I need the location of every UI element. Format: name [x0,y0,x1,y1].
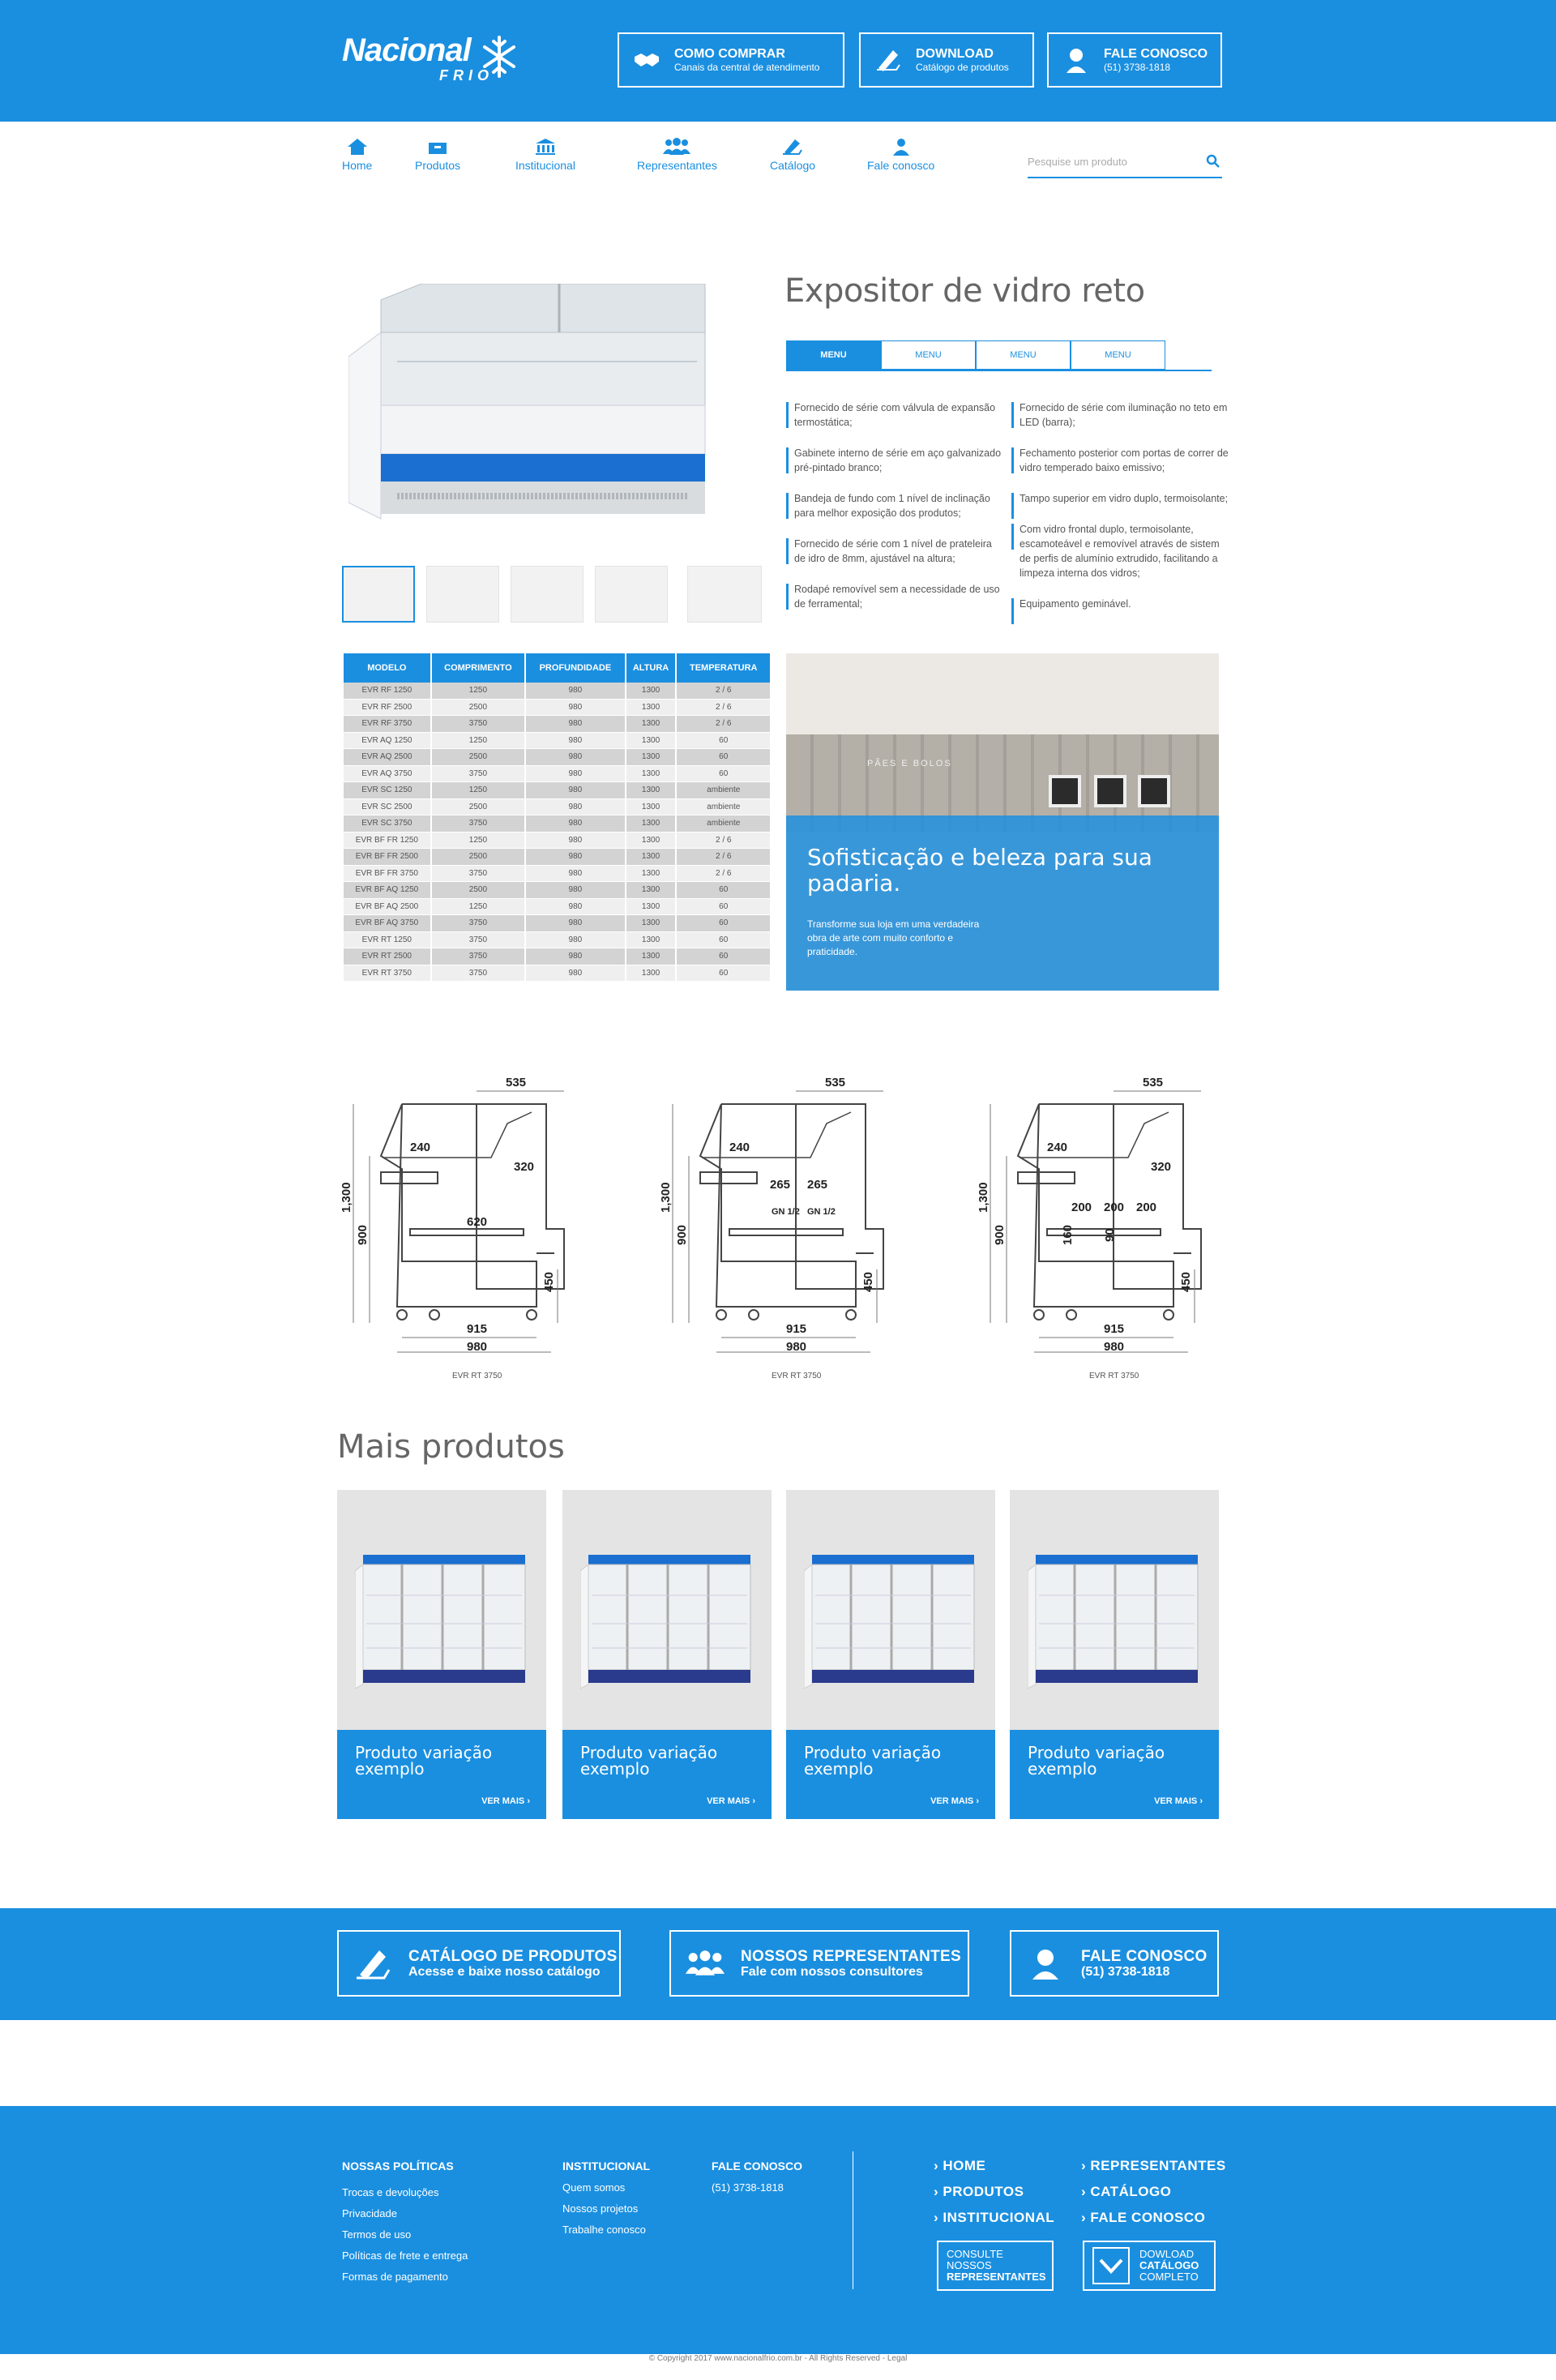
table-cell: 980 [526,866,624,883]
snowflake-icon [481,34,517,79]
headset-icon [1026,1944,1065,1983]
footer-link[interactable]: Nossos projetos [562,2202,639,2215]
dimension-label: 240 [729,1141,750,1154]
promo-title: Sofisticação e beleza para sua padaria. [807,844,1152,897]
footer-institutional-list [562,2177,646,2241]
footer-link[interactable]: Privacidade [342,2207,397,2219]
see-more-label: VER MAIS [930,1796,974,1806]
contact-cta-phone: (51) 3738-1818 [1081,1964,1170,1979]
logo[interactable] [342,32,494,83]
dimension-label: 240 [1047,1141,1068,1154]
feature-item: Gabinete interno de série em aço galvanizado pré-pintado branco; [786,446,1005,475]
footer-nav-label: PRODUTOS [943,2184,1024,2199]
logo-sub: FRIO [439,67,494,83]
table-cell: 2 / 6 [677,700,770,717]
dimension-label: 450 [1179,1271,1193,1292]
product-thumbnail[interactable] [511,566,584,623]
footer-link[interactable]: Trocas e devoluções [342,2186,439,2198]
promo-text: Transforme sua loja em uma verdadeira obra de arte com muito conforto e praticidade. [807,918,980,957]
spec-table [342,653,772,982]
product-tabs [786,340,1165,370]
product-card[interactable] [1010,1490,1219,1819]
see-more-link[interactable]: VER MAIS › [930,1796,979,1806]
table-cell: 1250 [432,899,524,916]
table-cell: 2500 [432,749,524,766]
table-row [344,866,770,883]
product-main-image [348,284,713,527]
table-row [344,766,770,783]
table-cell: ambiente [677,782,770,799]
table-cell: EVR AQ 3750 [344,766,430,783]
dimension-label: 450 [542,1271,556,1292]
contact-header-phone: (51) 3738-1818 [1104,61,1171,73]
table-cell: 1250 [432,782,524,799]
product-thumbnail[interactable] [426,566,499,623]
catalog-icon [782,138,803,156]
how-to-buy-sub: Canais da central de atendimento [674,61,820,73]
table-row [344,749,770,766]
table-cell: 980 [526,899,624,916]
table-cell: 60 [677,766,770,783]
people-icon [686,1944,725,1983]
chevron-down-icon [1092,2247,1130,2284]
dimension-label: 265 [807,1178,828,1192]
user-icon [891,138,912,156]
table-cell: EVR AQ 2500 [344,749,430,766]
features-right [1011,400,1230,627]
table-cell: EVR BF FR 3750 [344,866,430,883]
table-cell: 980 [526,749,624,766]
table-cell: 2 / 6 [677,849,770,866]
table-cell: 980 [526,815,624,833]
headset-icon [1062,45,1091,75]
table-cell: EVR SC 1250 [344,782,430,799]
dimension-label: 980 [467,1340,488,1354]
promo-frame [1138,775,1170,807]
table-cell: 2 / 6 [677,716,770,733]
table-cell: 1300 [626,782,676,799]
people-icon [663,138,690,156]
features-left [786,400,1005,627]
table-cell: 3750 [432,815,524,833]
product-card[interactable] [786,1490,995,1819]
footer-nav-catalog[interactable]: › CATÁLOGO [1081,2184,1172,2199]
dimension-label: 320 [514,1160,535,1174]
table-cell: 980 [526,965,624,982]
table-row [344,899,770,916]
tab-menu-3[interactable]: MENU [976,340,1071,370]
table-cell: 1300 [626,866,676,883]
table-cell: 3750 [432,932,524,949]
table-cell: 1300 [626,733,676,750]
feature-item: Bandeja de fundo com 1 nível de inclinação para melhor exposição dos produtos; [786,491,1005,520]
catalog-icon [874,45,903,75]
footer-link[interactable]: Quem somos [562,2181,626,2194]
search-placeholder: Pesquise um produto [1028,156,1127,168]
table-cell: 980 [526,833,624,850]
footer-nav-label: FALE CONOSCO [1090,2210,1206,2225]
download-sub: Catálogo de produtos [916,61,1009,73]
spec-header: PROFUNDIDADE [526,653,624,683]
main-nav [0,122,1556,211]
representatives-cta-sub: Fale com nossos consultores [741,1964,923,1979]
nav-home-label: Home [342,159,373,172]
nav-representatives-label: Representantes [637,159,717,172]
dimension-label: 265 [770,1178,791,1192]
see-more-link[interactable]: VER MAIS › [707,1796,755,1806]
table-cell: 1300 [626,683,676,700]
nav-contact-label: Fale conosco [867,159,935,172]
table-cell: 2500 [432,700,524,717]
dimension-label: 915 [1104,1322,1125,1336]
feature-item: Fornecido de série com iluminação no teto em LED (barra); [1011,400,1230,430]
contact-header-button[interactable] [1047,32,1222,88]
table-cell: 60 [677,899,770,916]
drawing-caption: EVR RT 3750 [772,1372,822,1380]
table-cell: 1300 [626,849,676,866]
table-cell: 1250 [432,833,524,850]
promo-frame [1049,775,1081,807]
spec-header: COMPRIMENTO [432,653,524,683]
table-cell: 1300 [626,799,676,816]
dimension-label: 535 [825,1076,846,1089]
table-row [344,782,770,799]
product-card[interactable] [562,1490,772,1819]
footer-nav-label: INSTITUCIONAL [943,2210,1055,2225]
product-thumbnail[interactable] [595,566,668,623]
table-row [344,683,770,700]
product-card-image [580,1547,759,1701]
box2-line: DOWLOAD [1139,2248,1195,2260]
dimension-label: GN 1/2 [807,1207,836,1217]
tab-menu-2[interactable]: MENU [881,340,976,370]
feature-item: Fornecido de série com 1 nível de prateleira de idro de 8mm, ajustável na altura; [786,537,1005,566]
see-more-label: VER MAIS [1154,1796,1198,1806]
dimension-label: 450 [861,1271,875,1292]
copyright: © Copyright 2017 www.nacionalfrio.com.br - All Rights Reserved - Legal [648,2354,908,2363]
home-icon [347,138,368,156]
footer-link[interactable]: Formas de pagamento [342,2271,448,2283]
download-button[interactable] [859,32,1034,88]
contact-cta-title: FALE CONOSCO [1081,1947,1208,1965]
table-cell: 1300 [626,716,676,733]
dimension-label: 1,300 [977,1182,990,1213]
table-cell: 1300 [626,815,676,833]
table-cell: 60 [677,882,770,899]
dimension-label: 980 [786,1340,807,1354]
dimension-label: 320 [1151,1160,1172,1174]
spec-header: MODELO [344,653,430,683]
nav-institutional[interactable] [515,138,575,172]
dimension-label: 200 [1104,1201,1125,1214]
dimension-label: 240 [410,1141,431,1154]
table-cell: 980 [526,782,624,799]
catalog-cta-title: CATÁLOGO DE PRODUTOS [408,1947,618,1965]
table-row [344,932,770,949]
footer [0,2106,1556,2354]
product-card-title: Produto variação exemplo [804,1743,942,1779]
table-cell: 60 [677,965,770,982]
table-cell: 3750 [432,716,524,733]
representatives-cta-title: NOSSOS REPRESENTANTES [741,1947,961,1965]
table-cell: EVR SC 2500 [344,799,430,816]
product-card-title: Produto variação exemplo [355,1743,493,1779]
table-cell: 2500 [432,882,524,899]
table-cell: 1300 [626,899,676,916]
table-cell: 1300 [626,766,676,783]
table-cell: 3750 [432,766,524,783]
see-more-link[interactable]: VER MAIS › [1154,1796,1203,1806]
footer-nav-products[interactable]: › PRODUTOS [934,2184,1024,2199]
table-cell: 2 / 6 [677,683,770,700]
table-cell: 60 [677,915,770,932]
table-cell: 1300 [626,915,676,932]
download-catalog-button[interactable] [1083,2241,1216,2291]
product-title: Expositor de vidro reto [784,272,1145,310]
tabs-underline [786,370,1212,371]
spec-header: ALTURA [626,653,676,683]
dimension-label: 535 [1143,1076,1164,1089]
table-cell: 980 [526,915,624,932]
table-cell: 60 [677,749,770,766]
feature-item: Equipamento geminável. [1011,597,1230,611]
nav-home[interactable] [342,138,372,172]
how-to-buy-button[interactable] [618,32,844,88]
table-cell: 980 [526,849,624,866]
feature-item: Rodapé removível sem a necessidade de uso de ferramental; [786,582,1005,611]
footer-contact-phone: (51) 3738-1818 [712,2181,784,2194]
product-card[interactable] [337,1490,546,1819]
feature-item: Com vidro frontal duplo, termoisolante, escamoteável e removível através de sistem de perfis de alumínio extrudido, facilitando a limpeza interna dos vidros; [1011,522,1230,580]
nav-catalog-label: Catálogo [770,159,816,172]
footer-contact-title: FALE CONOSCO [712,2160,803,2172]
footer-nav-label: CATÁLOGO [1090,2184,1172,2199]
dimension-label: 900 [993,1224,1007,1245]
table-cell: 980 [526,683,624,700]
nav-representatives[interactable] [637,138,717,172]
products-icon [427,138,448,156]
dimension-label: 980 [1104,1340,1125,1354]
box1-line: CONSULTE [947,2248,1003,2260]
table-cell: 2500 [432,849,524,866]
table-cell: EVR AQ 1250 [344,733,430,750]
table-row [344,700,770,717]
institution-icon [535,138,556,156]
footer-policies-title: NOSSAS POLÍTICAS [342,2160,454,2172]
dimension-label: 900 [675,1224,689,1245]
table-cell: 3750 [432,915,524,932]
see-more-label: VER MAIS [707,1796,750,1806]
spec-header: TEMPERATURA [677,653,770,683]
promo-banner [786,653,1219,991]
feature-item: Tampo superior em vidro duplo, termoisolante; [1011,491,1230,506]
table-cell: 980 [526,799,624,816]
download-title: DOWNLOAD [916,46,994,61]
footer-link[interactable]: Termos de uso [342,2228,412,2241]
footer-nav-representatives[interactable]: › REPRESENTANTES [1081,2158,1226,2173]
table-cell: ambiente [677,799,770,816]
table-cell: EVR RT 1250 [344,932,430,949]
table-cell: EVR RT 2500 [344,948,430,965]
nav-institutional-label: Institucional [515,159,575,172]
promo-overlay [786,815,1219,991]
see-more-link[interactable]: VER MAIS › [481,1796,530,1806]
table-cell: 3750 [432,866,524,883]
dimension-label: 200 [1136,1201,1157,1214]
table-cell: 980 [526,882,624,899]
table-cell: EVR RT 3750 [344,965,430,982]
table-cell: EVR BF AQ 1250 [344,882,430,899]
table-cell: 980 [526,766,624,783]
cta-bar [0,1908,1556,2020]
dimension-label: 915 [786,1322,807,1336]
product-card-title: Produto variação exemplo [580,1743,718,1779]
handshake-icon [632,45,661,75]
table-cell: 1300 [626,833,676,850]
table-cell: 3750 [432,965,524,982]
table-cell: 980 [526,932,624,949]
drawing-caption: EVR RT 3750 [452,1372,502,1380]
table-cell: 1300 [626,965,676,982]
table-row [344,799,770,816]
table-cell: 1300 [626,948,676,965]
table-row [344,815,770,833]
drawing-caption: EVR RT 3750 [1089,1372,1139,1380]
feature-item: Fornecido de série com válvula de expansão termostática; [786,400,1005,430]
table-cell: EVR BF AQ 2500 [344,899,430,916]
dimension-label: 1,300 [340,1182,353,1213]
table-cell: 980 [526,700,624,717]
catalog-icon [353,1944,392,1983]
product-thumbnail[interactable] [687,566,762,623]
footer-link[interactable]: Trabalhe conosco [562,2224,646,2236]
table-row [344,965,770,982]
table-cell: 980 [526,733,624,750]
tab-menu-1[interactable]: MENU [786,340,881,370]
table-cell: 1300 [626,882,676,899]
table-cell: EVR BF AQ 3750 [344,915,430,932]
table-cell: EVR RF 2500 [344,700,430,717]
contact-header-title: FALE CONOSCO [1104,46,1208,61]
technical-drawing [337,1067,629,1388]
table-cell: 60 [677,733,770,750]
footer-nav-contact[interactable]: › FALE CONOSCO [1081,2210,1206,2225]
consult-representatives-button[interactable] [937,2241,1054,2291]
dimension-label: 200 [1071,1201,1092,1214]
contact-cta-button[interactable] [1010,1930,1219,1997]
promo-frame [1094,775,1126,807]
footer-nav-label: HOME [943,2158,986,2173]
table-cell: EVR BF FR 1250 [344,833,430,850]
table-row [344,882,770,899]
product-card-title: Produto variação exemplo [1028,1743,1165,1779]
table-cell: EVR RF 1250 [344,683,430,700]
table-cell: 60 [677,948,770,965]
dimension-label: 900 [356,1224,370,1245]
dimension-label: 1,300 [659,1182,673,1213]
footer-nav-home[interactable]: › HOME [934,2158,986,2173]
see-more-label: VER MAIS [481,1796,525,1806]
catalog-cta-sub: Acesse e baixe nosso catálogo [408,1964,601,1979]
promo-ceiling [786,653,1219,734]
dimension-label: 90 [1103,1228,1117,1242]
table-cell: 2500 [432,799,524,816]
table-row [344,948,770,965]
dimension-label: GN 1/2 [772,1207,800,1217]
promo-sign: PÃES E BOLOS [867,759,952,768]
footer-nav-label: REPRESENTANTES [1090,2158,1226,2173]
table-cell: ambiente [677,815,770,833]
table-row [344,915,770,932]
product-card-image [804,1547,982,1701]
table-cell: 1300 [626,700,676,717]
table-cell: 60 [677,932,770,949]
footer-link[interactable]: Políticas de frete e entrega [342,2249,468,2262]
table-cell: 980 [526,948,624,965]
footer-policies-list [342,2182,468,2288]
search-input[interactable] [1028,151,1222,178]
table-cell: 2 / 6 [677,833,770,850]
table-cell: 1300 [626,932,676,949]
table-cell: EVR SC 3750 [344,815,430,833]
technical-drawing [656,1067,948,1388]
footer-institutional-title: INSTITUCIONAL [562,2160,651,2172]
tab-menu-4[interactable]: MENU [1071,340,1165,370]
dimension-label: 535 [506,1076,527,1089]
feature-item: Fechamento posterior com portas de correr de vidro temperado baixo emissivo; [1011,446,1230,475]
how-to-buy-title: COMO COMPRAR [674,46,785,61]
table-cell: 2 / 6 [677,866,770,883]
logo-word: Nacional [342,32,471,68]
table-row [344,733,770,750]
nav-catalog[interactable] [770,138,815,172]
search-icon[interactable] [1206,154,1220,169]
footer-nav-institutional[interactable]: › INSTITUCIONAL [934,2210,1055,2225]
table-row [344,849,770,866]
table-cell: 1250 [432,683,524,700]
dimension-label: 620 [467,1215,488,1229]
box2-line: COMPLETO [1139,2271,1199,2283]
box1-line: REPRESENTANTES [947,2271,1046,2283]
table-cell: 3750 [432,948,524,965]
technical-drawing [974,1067,1266,1388]
representatives-cta-button[interactable] [669,1930,969,1997]
product-card-image [355,1547,533,1701]
box2-line: CATÁLOGO [1139,2259,1199,2271]
nav-products[interactable] [415,138,460,172]
table-cell: 980 [526,716,624,733]
dimension-label: 160 [1061,1224,1075,1245]
nav-contact[interactable] [867,138,934,172]
table-cell: 1250 [432,733,524,750]
top-header [0,0,1556,122]
product-card-image [1028,1547,1206,1701]
box1-line: NOSSOS [947,2259,992,2271]
table-cell: EVR BF FR 2500 [344,849,430,866]
table-row [344,833,770,850]
dimension-label: 915 [467,1322,488,1336]
table-cell: EVR RF 3750 [344,716,430,733]
nav-products-label: Produtos [415,159,461,172]
catalog-cta-button[interactable] [337,1930,621,1997]
table-row [344,716,770,733]
table-cell: 1300 [626,749,676,766]
more-products-title: Mais produtos [337,1428,565,1466]
product-thumbnail[interactable] [342,566,415,623]
